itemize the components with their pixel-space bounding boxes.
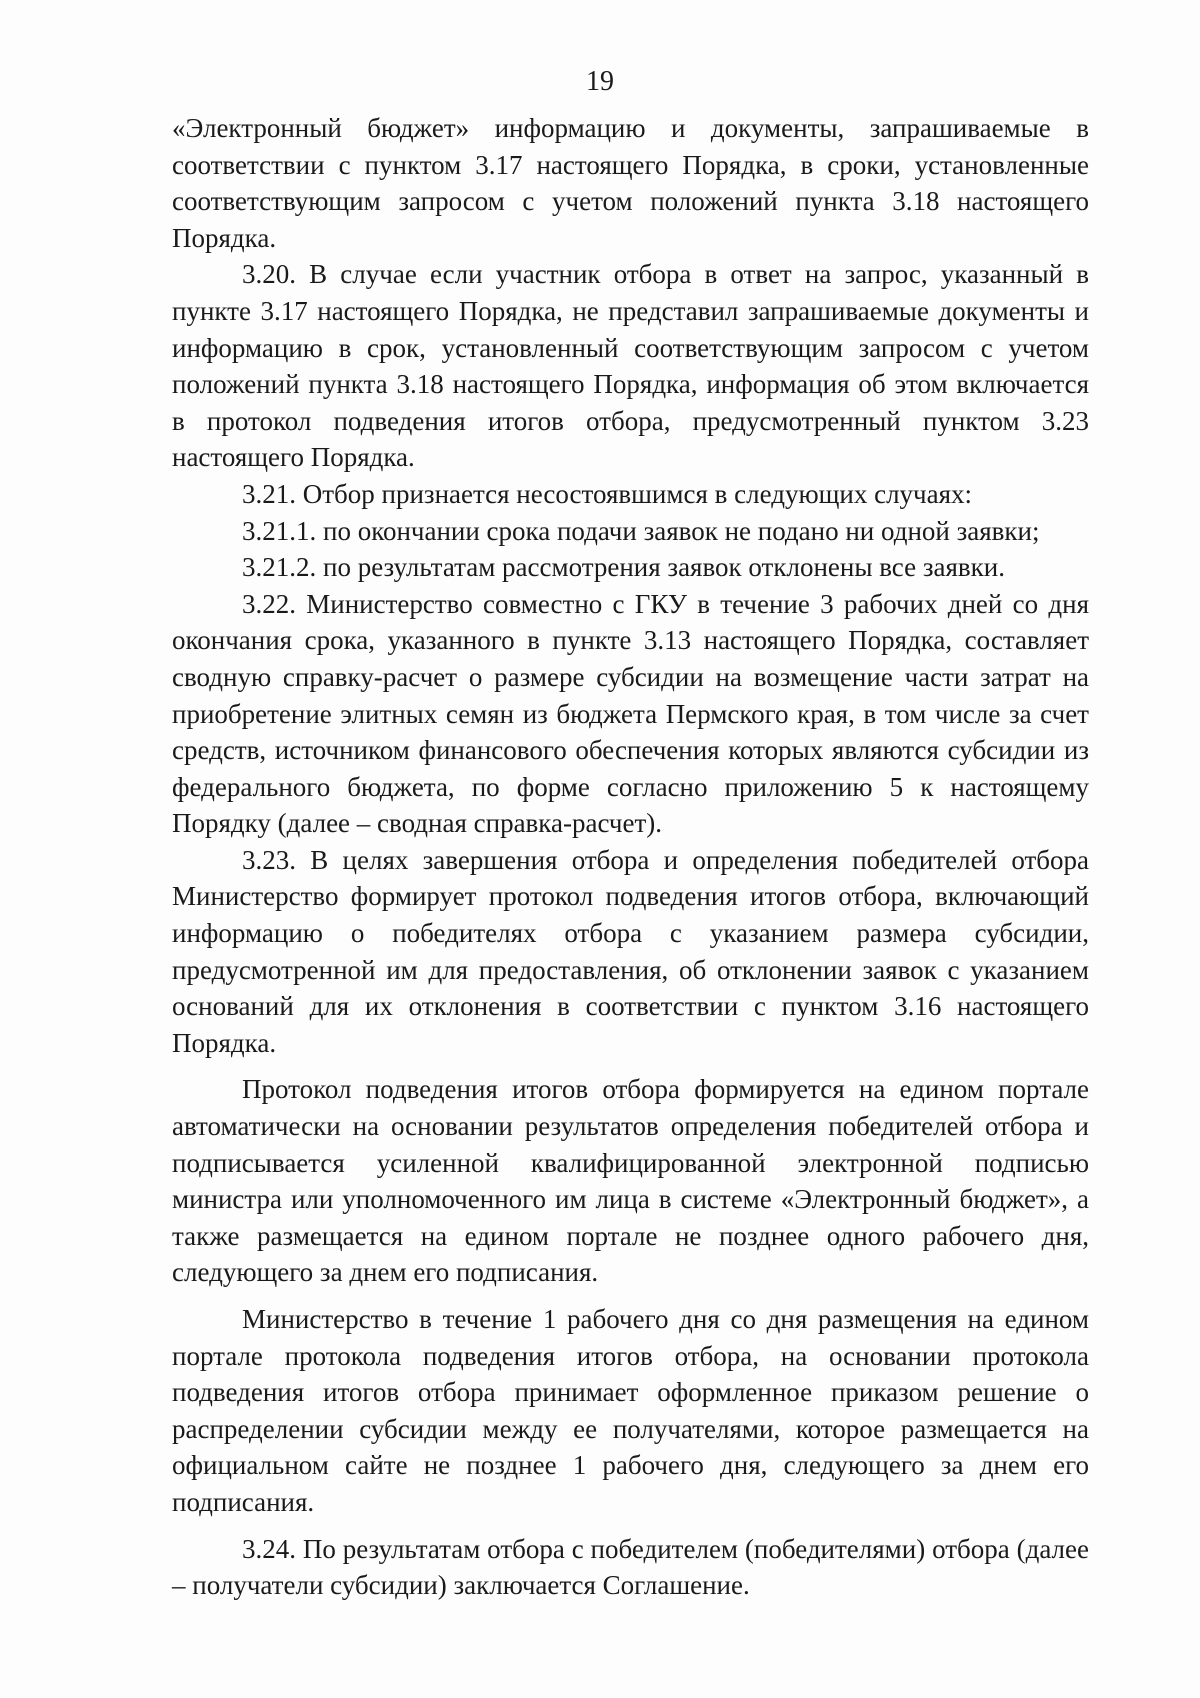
paragraph-3-20: 3.20. В случае если участник отбора в ответ на запрос, указанный в пункте 3.17 настоящего Порядка, не представил запрашиваемые документы и информацию в срок, установленный соответствующим запросом с учетом положений пункта 3.18 настоящего Порядка, информация об этом включается в протокол подведения итогов отбора, предусмотренный пунктом 3.23 настоящего Порядка.	[172, 259, 1089, 473]
paragraph-3-24: 3.24. По результатам отбора с победителем (победителями) отбора (далее – получатели субсидии) заключается Соглашение.	[172, 1533, 1089, 1601]
page-number: 19	[586, 66, 614, 97]
paragraph-3-21: 3.21. Отбор признается несостоявшимся в следующих случаях:	[242, 478, 973, 509]
paragraph-protocol: Протокол подведения итогов отбора формируется на едином портале автоматически на основании результатов определения победителей отбора и подписывается усиленной квалифицированной электронной подписью министра или уполномоченного им лица в системе «Электронный бюджет», а также размещается на едином портале не позднее одного рабочего дня, следующего за днем его подписания.	[172, 1074, 1089, 1288]
paragraph-ministry-decision: Министерство в течение 1 рабочего дня со дня размещения на едином портале протокола подведения итогов отбора, на основании протокола подведения итогов отбора принимает оформленное приказом решение о распределении субсидии между ее получателями, которое размещается на официальном сайте не позднее 1 рабочего дня, следующего за днем его подписания.	[172, 1304, 1089, 1517]
paragraph-3-21-2: 3.21.2. по результатам рассмотрения заявок отклонены все заявки.	[242, 552, 1005, 583]
paragraph-continuation: «Электронный бюджет» информацию и документы, запрашиваемые в соответствии с пунктом 3.17 настоящего Порядка, в сроки, установленные соответствующим запросом с учетом положений пункта 3.18 настоящего Порядка.	[172, 113, 1089, 253]
paragraph-3-23: 3.23. В целях завершения отбора и определения победителей отбора Министерство формирует протокол подведения итогов отбора, включающий информацию о победителях отбора с указанием размера субсидии, предусмотренной им для предоставления, об отклонении заявок с указанием оснований для их отклонения в соответствии с пунктом 3.16 настоящего Порядка.	[172, 844, 1089, 1058]
document-body	[172, 110, 1089, 1604]
paragraph-3-22: 3.22. Министерство совместно с ГКУ в течение 3 рабочих дней со дня окончания срока, указанного в пункте 3.13 настоящего Порядка, составляет сводную справку-расчет о размере субсидии на возмещение части затрат на приобретение элитных семян из бюджета Пермского края, в том числе за счет средств, источником финансового обеспечения которых являются субсидии из федерального бюджета, по форме согласно приложению 5 к настоящему Порядку (далее – сводная справка-расчет).	[172, 588, 1089, 839]
paragraph-3-21-1: 3.21.1. по окончании срока подачи заявок не подано ни одной заявки;	[242, 515, 1040, 546]
